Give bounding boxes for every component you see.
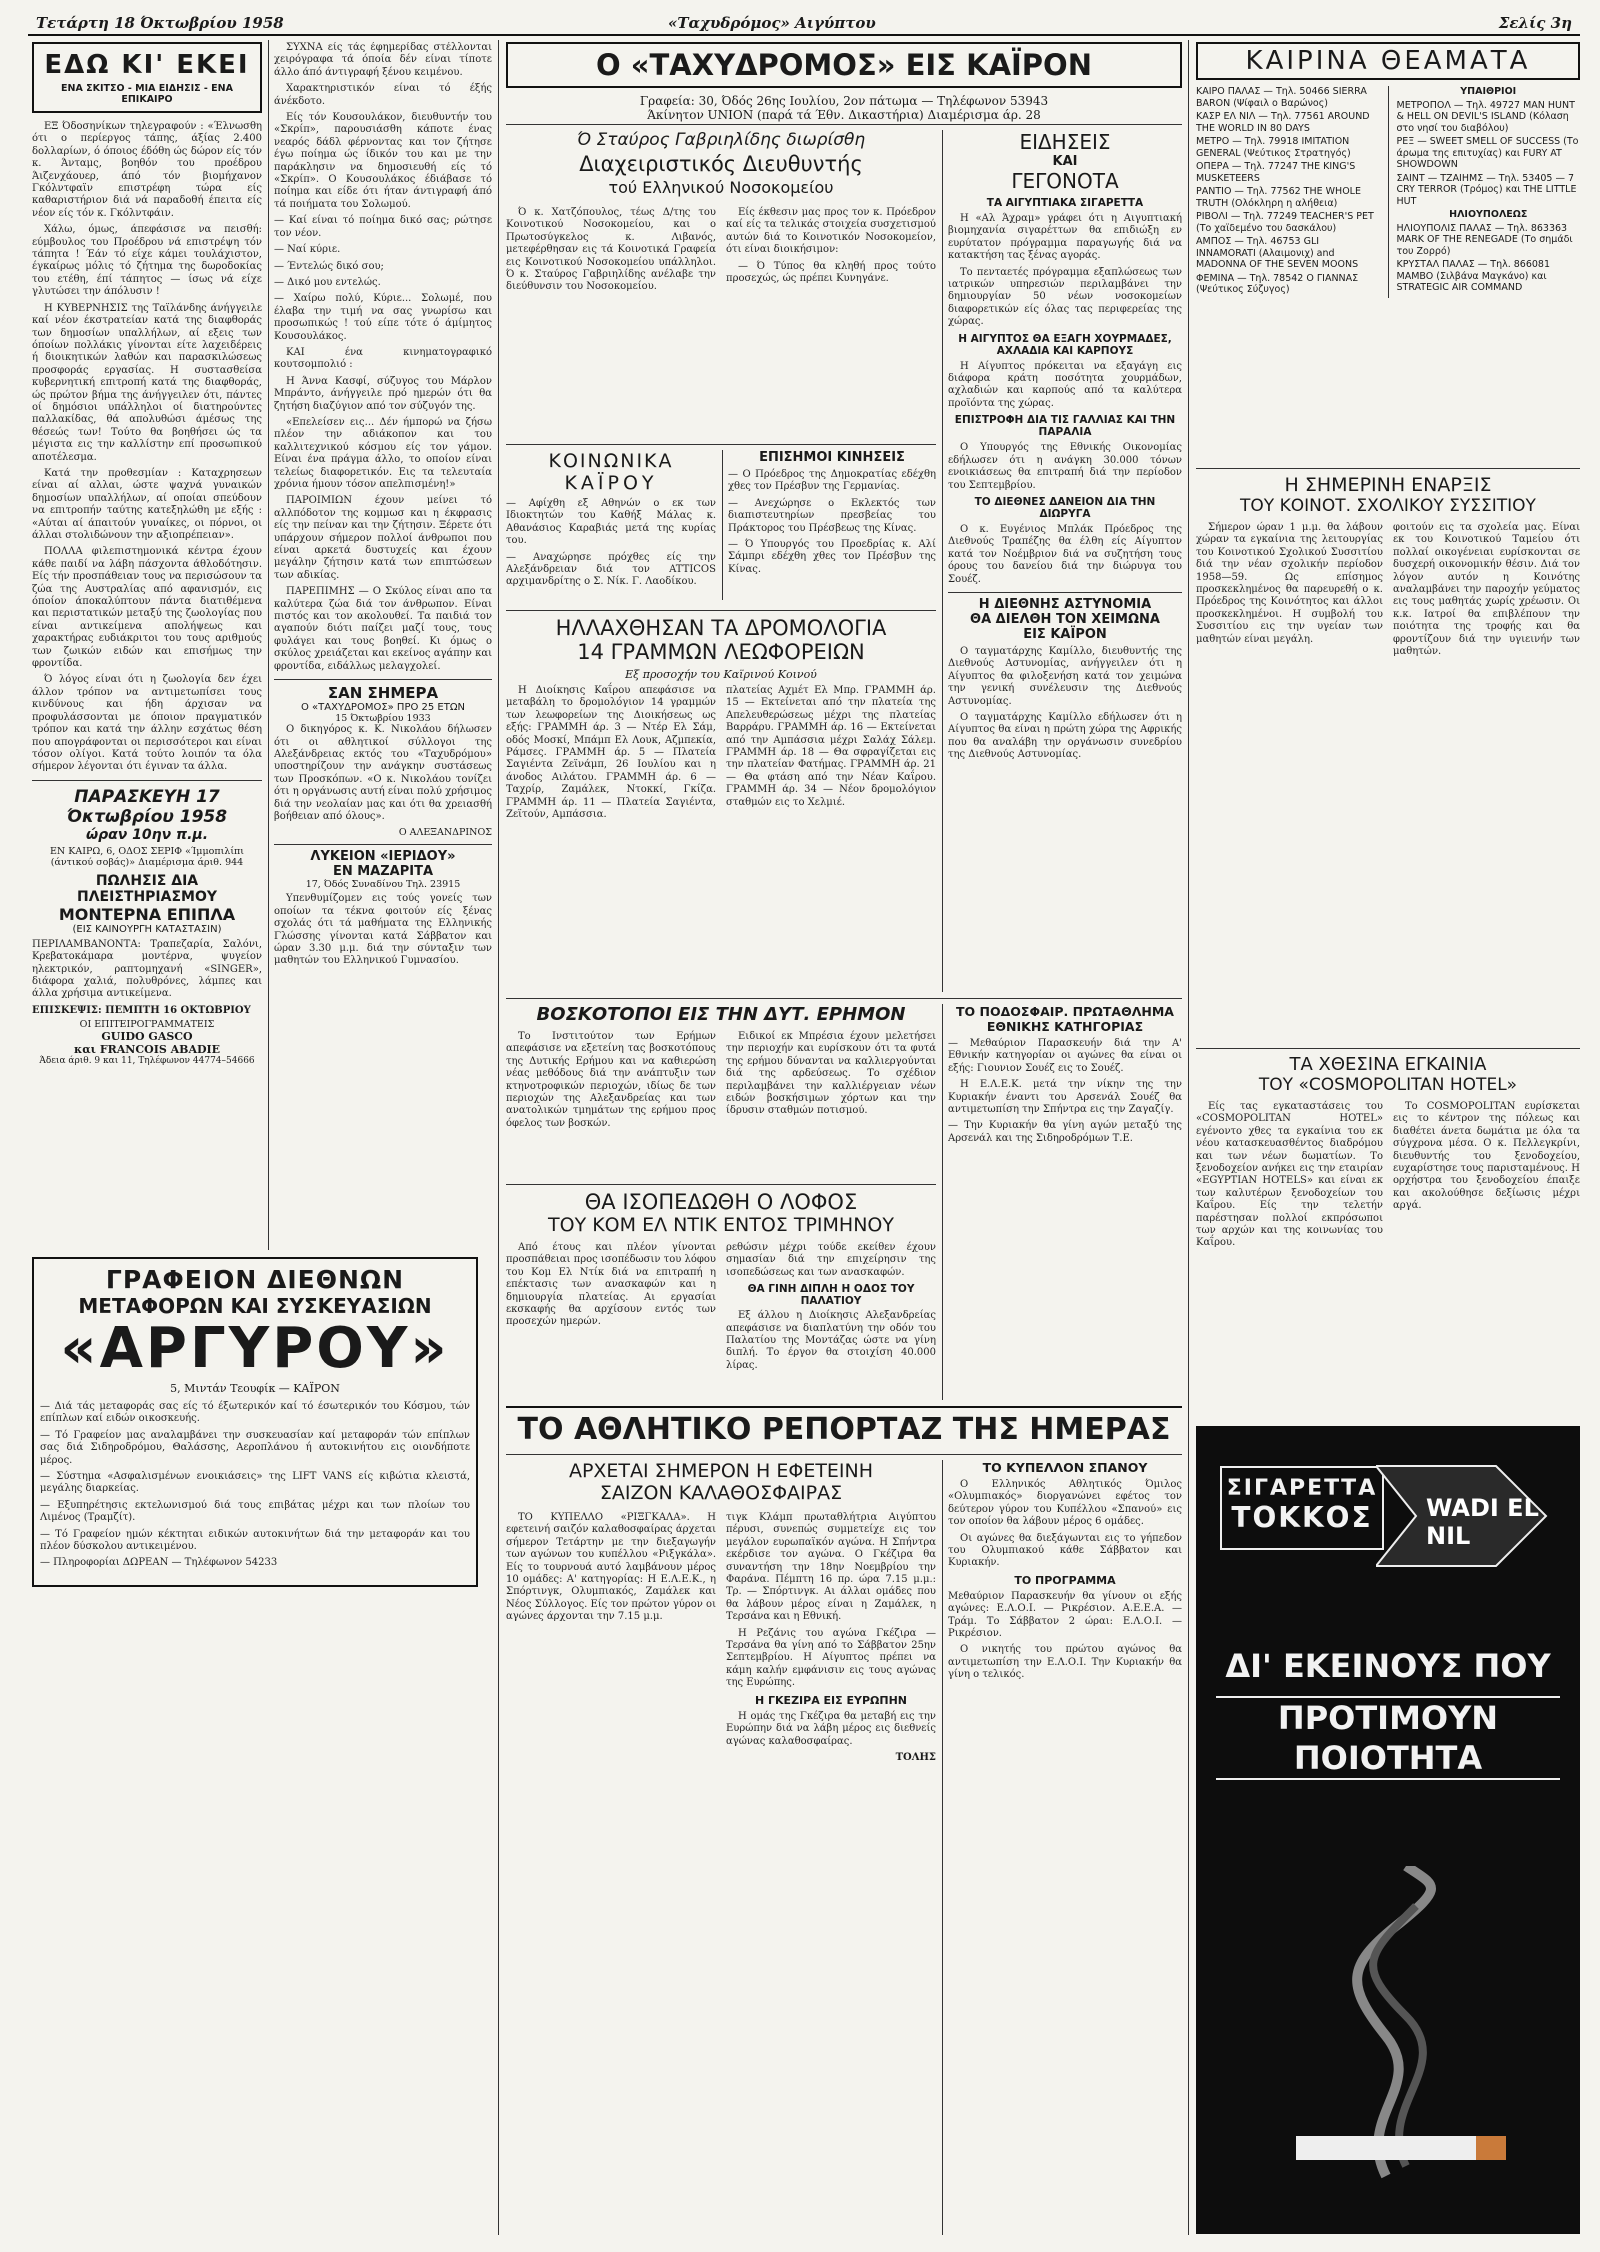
cigarette-advertisement [1196, 1426, 1580, 2234]
football-title-2: ΕΘΝΙΚΗΣ ΚΑΤΗΓΟΡΙΑΣ [986, 1019, 1144, 1034]
school-meals-article [1196, 474, 1580, 1042]
article-paragraph: — Μεθαύριον Παρασκευήν διά την Α' Εθνικήν κατηγορίαν οι αγώνες θα είναι οι εξής: Γιουνιον Σουέζ εις το Σουέζ. [948, 1038, 1182, 1074]
article-paragraph: Είς τόν Κουσουλάκον, διευθυντήν του «Σκρίπ», παρουσιάσθη κάποτε ένας νεαρός δάδλ φέρνοντας και τον ζήτησε έγω ποίημα ώς ίδικόν του και με την παράκλησιν να δημοσιευθή είς τό «Σκρίπ». Ο Κουσουλάκος έδιάβασε τό ποίημα και είδε ότι ήταν άντιγραφή άπό τά ποιήματα του Σολωμού. [274, 112, 492, 210]
article-paragraph: Χαρακτηριστικόν είναι τό έξής άνέκδοτο. [274, 83, 492, 107]
article-paragraph: — Αφίχθη εξ Αθηνών ο εκ των Ιδιοκτητών του Καθήξ Μάλας κ. Αθανάσιος Καραβιάς μετά της κυρίας του. [506, 498, 716, 547]
cairo-shows [1196, 42, 1580, 462]
gezira-subtitle: Η ΓΚΕΖΙΡΑ ΕΙΣ ΕΥΡΩΠΗΝ [754, 1693, 908, 1707]
column-rule [498, 40, 499, 2235]
article-paragraph: ρεθώσιν μέχρι τούδε εκείθεν έχουν σημασίαν διά την επιχείρησιν της ισοπεδώσεως και των ανασκαφών. [726, 1242, 936, 1278]
news-subhead: Η ΑΙΓΥΠΤΟΣ ΘΑ ΕΞΑΓΗ ΧΟΥΡΜΑΔΕΣ, ΑΧΛΑΔΙΑ ΚΑΙ ΚΑΡΠΟΥΣ [958, 332, 1172, 357]
here-and-there-subtitle: ΕΝΑ ΣΚΙΤΣΟ - ΜΙΑ ΕΙΔΗΣΙΣ - ΕΝΑ ΕΠΙΚΑΙΡΟ [61, 83, 233, 105]
article-paragraph: Είς έκθεσιν μας προς τον κ. Πρόεδρον καί είς τα τελικάς στοιχεία συσχετισμού αυτών διά το Κοινοτικόν Νοσοκομείον, ότι είναι διοικήσιμον: [726, 207, 936, 256]
here-and-there-title: ΕΔΩ ΚΙ' ΕΚΕΙ [44, 50, 250, 80]
masthead-page-number: Σελίς 3η [1498, 14, 1572, 32]
auction-date: ΠΑΡΑΣΚΕΥΗ 17 Όκτωβρίου 1958 [66, 786, 228, 827]
article-paragraph: Εξ άλλου η Διοίκησις Αλεξανδρείας απεφάσισε να διαπλατύνη την οδόν του Παλατίου της Μοντάζας ώστε να γίνη διπλή. Το έργον θα στοιχίση 40.000 λίρας. [726, 1310, 936, 1371]
column-rule [1188, 40, 1189, 2235]
cinema-entry: ΑΜΠΟΣ — Τηλ. 46753 GLI INNAMORATI (Αλαιμονιχ) and MADONNA OF THE SEVEN MOONS [1196, 236, 1359, 270]
rule [1196, 1048, 1580, 1049]
auction-officer-1: GUIDO GASCO [101, 1029, 193, 1043]
article-paragraph: — Ο Πρόεδρος της Δημοκρατίας εδέχθη χθες τον Πρέσβυν της Γερμανίας. [728, 469, 936, 493]
article-paragraph: Το πενταετές πρόγραμμα εξαπλώσεως των ιατρικών υπηρεσιών περιλαμβάνει την δημιουργίαν 50 νέων νοσοκομείων διαφορετικών είς όλας τας περιφερείας της χώρας. [948, 266, 1182, 328]
social-cairo [506, 450, 716, 605]
article-paragraph: Ο κ. Ευγένιος Μπλάκ Πρόεδρος της Διεθνούς Τραπέζης θα έλθη είς Αίγυπτον κατά τον Νοέμβριον διά να συζητήση τους όρους του δανείου διά την διώρυγα του Σουέζ. [948, 523, 1182, 585]
sports-signature: ΤΟΛΗΣ [895, 1751, 936, 1763]
article-paragraph: — Δικό μου εντελώς. [274, 276, 381, 288]
hospital-article-title-1: Ό Σταύρος Γαβριηλίδης διωρίσθη [576, 130, 866, 150]
paper-in-cairo-title: Ο «ΤΑΧΥΔΡΟΜΟΣ» ΕΙΣ ΚΑΪΡΟΝ [596, 48, 1092, 82]
cinema-entry: ΣΑΙΝΤ — ΤΖΑΙΗΜΣ — Τηλ. 53405 — 7 CRY TERROR (Τρόμος) και THE LITTLE HUT [1396, 172, 1577, 207]
movers-line-2: ΜΕΤΑΦΟΡΩΝ ΚΑΙ ΣΥΣΚΕΥΑΣΙΩΝ [78, 1294, 432, 1318]
auction-visit: ΕΠΙΣΚΕΨΙΣ: ΠΕΜΠΤΗ 16 ΟΚΤΩΒΡΙΟΥ [32, 1004, 251, 1016]
slogan-line-2: ΠΡΟΤΙΜΟΥΝ ΠΟΙΟΤΗΤΑ [1216, 1696, 1560, 1780]
lyceum-notice [274, 844, 492, 967]
social-title: ΚΟΙΝΩΝΙΚΑ [548, 450, 674, 472]
rule [1196, 468, 1580, 469]
column-rule [942, 1460, 943, 2235]
movers-service-item: — Εξυπηρέτησις εκτελωνισμού διά τους επιβάτας μέχρι και των πλοίων του Λιμένος (Τραμζίτ). [40, 1499, 470, 1524]
article-paragraph: Ο ταγματάρχης Καμίλλο, διευθυντής της Διεθνούς Αστυνομίας, ανήγγειλεν ότι η Αίγυπτος θα φιλοξενήση κατά τον χειμώνα την γενική συνέλευσιν της Διεθνούς Αστυνομίας. [948, 645, 1182, 707]
cairo-shows-header [1196, 42, 1580, 80]
police-article [948, 592, 1182, 762]
auction-furniture-title: ΜΟΝΤΕΡΝΑ ΕΠΙΠΛΑ [58, 904, 236, 924]
hotel-title: ΤΑ ΧΘΕΣΙΝΑ ΕΓΚΑΙΝΙΑ [1289, 1054, 1487, 1075]
article-paragraph: ΠΟΛΛΑ φιλεπιστημονικά κέντρα έχουν κάθε παιδί να λάβη πάσχοντα άθλοδότησιν. Είς τήν προσπάθειαν τους να περισώσουν τα ζώα της Αυστραλίας από αφανισμόν, εις όποίον άποκαλύπτουν πάντα διατιθέμενα και περιστατικών μεταξύ της ζωολογίας που είναι αντικείμενα απολήψεως και χαρακτήρας ευδιάκριτοι του τους αριθμούς των ζωικών ειδών και επισήμως την φροντίδα. [32, 546, 262, 670]
pastures-article [506, 1004, 936, 1182]
center-top [506, 42, 1182, 122]
auction-items: ΠΕΡΙΛΑΜΒΑΝΟΝΤΑ: Τραπεζαρία, Σαλόνι, Κρεβατοκάμαρα μοντέρνα, ψυγείον ηλεκτρικόν, ραπτομηχανή «SINGER», διάφορα χαλιά, πολυθρόνες, λάμπες και άλλα χρήσιμα αντικείμενα. [32, 938, 262, 1000]
cinema-entry: ΡΑΝΤΙΟ — Τηλ. 77562 THE WHOLE TRUTH (Ολόκληρη η αλήθεια) [1196, 186, 1361, 209]
news-column [948, 130, 1182, 992]
masthead [28, 12, 1580, 36]
hill-article [506, 1190, 936, 1400]
article-paragraph: ΕΞ Όδοσηνίκων τηλεγραφούν : «Έλνωσθη ότι ο περίεργος τάπης, άξίας 2.400 δολλαρίων, ό όποιος έδόθη ώς δώρον είς τόν κ. Άνταμς, βοηθόν του προέδρου Άιζενχάουερ, άπό τόν βιομήχανον Γκόλντφαϊν επιστρέφη τώρα είς καθαριστήριον διά νά παραδοθή έπειτα είς νέον είς τόν κ. Γκόλντφάιν. [32, 121, 262, 219]
auction-time: ώραν 10ην π.μ. [85, 826, 209, 843]
spanos-title: ΤΟ ΚΥΠΕΛΛΟΝ ΣΠΑΝΟΥ [982, 1460, 1148, 1475]
brand-name: ΤΟΚΚΟΣ [1231, 1501, 1373, 1534]
on-this-day-text: Ο δικηγόρος κ. Κ. Νικολάου δήλωσεν ότι οι αθλητικοί σύλλογοι της Αλεξάνδρειας εκτός του «Ταχυδρόμου» υποστηρίζουν την ανάγκην συστάσεως των Προσκόπων. «Ο κ. Νικολάου τονίζει ότι η οργάνωσις αυτή είναι πολύ χρήσιμος διά την νεολαίαν μας και ότι θα χρειασθή βοήθειαν από όλους». [274, 724, 492, 822]
newspaper-page [28, 12, 1580, 2240]
article-paragraph: — Ναί κύριε. [274, 244, 341, 256]
article-paragraph: Χάλω, όμως, άπεφάσισε να πεισθή: εύμβουλος του Προέδρου νά επιστρέψη τόν τάπητα ! Έάν τό είχε κάμει τουλάχιστον, έγκαίρως μόλις τό ζήτημα της δωροδοκίας του ετέθη, έπί τάπητος — ίσως νά είχε γλυτώσει την άπόλυσιν ! [32, 224, 262, 298]
cinema-entry: ΡΙΒΟΛΙ — Τηλ. 77249 TEACHER'S PET (Το χαϊδεμένο του δασκάλου) [1196, 211, 1374, 234]
cigarette-icon [1296, 2136, 1476, 2160]
article-paragraph: — Την Κυριακήν θα γίνη αγών μεταξύ της Αρσενάλ και της Σιδηροδρόμων Τ.Ε. [948, 1120, 1182, 1144]
slogan-line-1: ΔΙ' ΕΚΕΙΝΟΥΣ ΠΟΥ [1225, 1647, 1551, 1685]
article-paragraph: Μεθαύριον Παρασκευήν θα γίνουν οι εξής αγώνες: Ε.Λ.Ο.Ι. — Ρικρέσιον. Α.Ε.Ε.Α. — Τράμ. Το Σάββατον 2 ώραι: Ε.Λ.Ο.Ι. — Ρικρέσιον. [948, 1590, 1182, 1640]
column-2 [274, 42, 492, 1247]
news-title-and: ΚΑΙ [1052, 154, 1078, 169]
masthead-date: Τετάρτη 18 Όκτωβρίου 1958 [36, 14, 284, 32]
basketball-subtitle: ΣΑΙΖΟΝ ΚΑΛΑΘΟΣΦΑΙΡΑΣ [599, 1482, 843, 1504]
product-name: WADI EL NIL [1426, 1494, 1539, 1550]
official-visits [728, 450, 936, 605]
office-building: Άκίνητον UNION (παρά τά Έθν. Δικαστήρια) Διαμέρισμα άρ. 28 [647, 108, 1041, 122]
office-address: Γραφεία: 30, Όδός 26ης Ιουλίου, 2ον πάτωμα — Τηλέφωνον 53943 [639, 94, 1049, 108]
program-title: ΤΟ ΠΡΟΓΡΑΜΜΑ [1014, 1573, 1116, 1587]
article-paragraph: Η ομάς της Γκέζιρα θα μεταβή εις την Ευρώπην διά να λάβη μέρος εις διεθνείς αγώνας καλαθοσφαίρας. [726, 1710, 936, 1747]
masthead-paper-name: «Ταχυδρόμος» Αιγύπτου [668, 14, 876, 32]
heliopolis-title: ΗΛΙΟΥΠΟΛΕΩΣ [1449, 209, 1528, 220]
auction-officers-label: ΟΙ ΕΠΙΤΕΙΡΟΓΡΑΜΜΑΤΕΙΣ [79, 1018, 215, 1030]
basketball-title: ΑΡΧΕΤΑΙ ΣΗΜΕΡΟΝ Η ΕΦΕΤΕΙΝΗ [568, 1460, 874, 1482]
article-paragraph: Η Ρεζάνις του αγώνα Γκέζιρα — Τερσάνα θα γίνη από το Σάββατον 25ην Σεπτεμβρίου. Η Αίγυπτος πρέπει να κάμη καλήν εμφάνισιν εις τους αγώνας της Ευρώπης. [726, 1627, 936, 1689]
basketball-article [506, 1460, 936, 2235]
sports-banner-title: ΤΟ ΑΘΛΗΤΙΚΟ ΡΕΠΟΡΤΑΖ ΤΗΣ ΗΜΕΡΑΣ [517, 1412, 1171, 1447]
movers-service-item: — Σύστημα «Ασφαλισμένων ενοικιάσεις» της LIFT VANS είς κιβώτια κλειστά, μεγάλης διαρκείας. [40, 1471, 470, 1495]
movers-address: 5, Μιντάν Τεουφίκ — ΚΑΪΡΟΝ [170, 1382, 340, 1395]
brand-box [1220, 1466, 1384, 1550]
hill-title: ΘΑ ΙΣΟΠΕΔΩΘΗ Ο ΛΟΦΟΣ [584, 1190, 858, 1214]
police-title-3: ΕΙΣ ΚΑΪΡΟΝ [1023, 626, 1107, 642]
bus-routes-subtitle: 14 ΓΡΑΜΜΩΝ ΛΕΩΦΟΡΕΙΩΝ [577, 640, 865, 664]
article-paragraph: Οι αγώνες θα διεξάγωνται εις το γήπεδον του Ολυμπιακού κάθε Σάββατον και Κυριακήν. [948, 1532, 1182, 1569]
cinema-entry: ΜΕΤΡΟ — Τηλ. 79918 IMITATION GENERAL (Ψεύτικος Στρατηγός) [1196, 136, 1351, 159]
article-paragraph: — Ό Τύπος θα κληθή προς τούτο προσεχώς, ώς πρέπει Κυνηγάνε. [726, 260, 936, 285]
rule [506, 998, 1182, 999]
cinema-entry: ΚΑΣΡ ΕΛ ΝΙΛ — Τηλ. 77561 AROUND THE WORLD IN 80 DAYS [1196, 111, 1370, 134]
cinema-entry: ΡΕΞ — SWEET SMELL OF SUCCESS (Το άρωμα της επιτυχίας) και FURY AT SHOWDOWN [1396, 136, 1579, 170]
rule [506, 1406, 1182, 1408]
bus-routes-article [506, 616, 936, 994]
article-paragraph: Ο Ελληνικός Αθλητικός Όμιλος «Ολυμπιακός» διοργανώνει εφέτος τον δεύτερον γύρον του Κυπέλλου «Σπανού» εις τον οποίον θα λάβουν μέρος 6 ομάδες. [948, 1479, 1182, 1528]
article-paragraph: — Χαίρω πολύ, Κύριε... Σολωμέ, που έλαβα την τιμή να σας γνωρίσω και προσωπικώς ! τού είπε τότε ό άμίμητος Κουσουλάκος. [274, 293, 492, 342]
article-paragraph: Κατά την προθεσμίαν : Καταχρησεων είναι αί αλλαι, ώστε ψαχνά γυναικών δημοσίων υπαλλήλων, αί οποίαι σπεύδουν να επιτροπήν ταύτης κατεξηλώθη με εξής : «Αύται αί άπαιτούν γυναίκες, οι πόρνοι, οι άλλαι στολιδώνουν την αξιοπρέπειαν». [32, 467, 262, 541]
column-rule [942, 1004, 943, 1400]
article-paragraph: Ό κ. Χατζόπουλος, τέως Δ/της του Κοινοτικού Νοσοκομείου, και ο Πρωτοσύγκελος κ. Λιβανός, μετεφέρθησαν εις τά Κοινοτικά Γραφεία εις Κοινοτικού Νοσοκομείου υπάλληλοι. Ό κ. Σταύρος Γαβριηλίδης ανέλαβε την διεύθυνσιν του Νοσοκομείου. [506, 207, 716, 293]
article-paragraph: «Επελείσεν εις... Δέν ήμπορώ να ζήσω πλέον την αδιάκοπον και του καλλιτεχνικού κόσμου είς τον γάμον. Είναι ένα πράγμα άλλο, το οποίον είναι τελείως διαφορετικόν. Εις τα τελευταία χρόνια ήμουν τόσον απελπισμένη!» [274, 416, 492, 490]
article-paragraph: φοιτούν εις τα σχολεία μας. Είναι εκ του Κοινοτικού Ταμείου ότι πολλαί οικογένειαι ευρίσκονται σε δυσχερή οικονομικήν θέσιν. Διά τον λόγον αυτόν η Κοινότης αναλαμβάνει την παροχήν γεύματος εις τους μαθητάς χωρίς χρέωσιν. Οι κ.κ. Ιατροί θα επιβλέπουν την ποιότητα της τροφής και θα φροντίζουν διά την υγιεινήν των μαθητών. [1393, 522, 1580, 658]
official-visits-title: ΕΠΙΣΗΜΟΙ ΚΙΝΗΣΕΙΣ [759, 450, 905, 465]
lyceum-text: Υπενθυμίζομεν εις τούς γονείς των οποίων τα τέκνα φοιτούν είς ξένας σχολάς ότι τά μαθήματα της Ελληνικής Γλώσσης γίνονται κατά Σάββατον και ώραν 3.30 μ.μ. διά την σύνταξιν των μαθητών του Ελληνικού Γυμνασίου. [274, 893, 492, 967]
cinema-entry: ΦΕΜΙΝΑ — Τηλ. 78542 Ο ΓΙΑΝΝΑΣ (Ψεύτικος Σύζυγος) [1196, 272, 1359, 295]
auction-condition: (ΕΙΣ ΚΑΙΝΟΥΡΓΗ ΚΑΤΑΣΤΑΣΙΝ) [72, 923, 222, 935]
article-paragraph: Είς τας εγκαταστάσεις του «COSMOPOLITAN HOTEL» εγένοντο χθες τα εγκαίνια του εκ νέου κατασκευασθέντος διαδρόμου και των νέων δωματίων. Το ξενοδοχείον ανήκει εις την εταιρίαν «EGYPTIAN HOTELS» και είναι εκ των καλυτέρων ξενοδοχείων του Καΐρου. Είς την τελετήν παρέστησαν πολλοί εκπρόσωποι των αρχών και της κοινωνίας του Καΐρου. [1196, 1101, 1383, 1249]
movers-company-name: «ΑΡΓΥΡΟΥ» [60, 1316, 450, 1381]
rule [506, 1184, 936, 1185]
article-paragraph: Η Διοίκησις Καΐρου απεφάσισε να μεταβάλη το δρομολόγιον 14 γραμμών των λεωφορείων της Διοικήσεως ως εξής: ΓΡΑΜΜΗ άρ. 3 — Ντέρ Ελ Σάμ, οδός Μοσκί, Μπάμπ Ελ Λουκ, Αζμπεκία, Ράμσες. ΓΡΑΜΜΗ άρ. 5 — Πλατεία Σαγιέντα Ζεϊνάμπ, 26 Ιουλίου και η άνοδος Αιλάτου. ΓΡΑΜΜΗ άρ. 6 — Ταχρίρ, Ζαμάλεκ, Ντοκκί, Γκίζα. ΓΡΑΜΜΗ άρ. 11 — Πλατεία Σαγιέντα, Ζεϊτούν, Αμπάσσια. [506, 685, 716, 821]
movers-advertisement [32, 1257, 478, 1587]
auction-phone: Άδεια άριθ. 9 και 11, Τηλέφωνον 44774–54666 [39, 1055, 255, 1066]
cairo-shows-title: ΚΑΙΡΙΝΑ ΘΕΑΜΑΤΑ [1245, 46, 1531, 76]
rule [506, 124, 1182, 125]
column-1 [32, 42, 262, 1247]
article-paragraph: ΚΑΙ ένα κινηματογραφικό κουτσομπολιό : [274, 346, 492, 371]
on-this-day-date: 15 Όκτωβρίου 1933 [335, 713, 431, 725]
article-paragraph: — Έντελώς δικό σου; [274, 260, 384, 272]
column-rule [942, 130, 943, 992]
hill-subtitle: ΤΟΥ ΚΟΜ ΕΛ ΝΤΙΚ ΕΝΤΟΣ ΤΡΙΜΗΝΟΥ [548, 1214, 894, 1236]
movers-service-item: — Πληροφορίαι ΔΩΡΕΑΝ — Τηλέφωνον 54233 [40, 1557, 278, 1569]
column-rule [722, 450, 723, 600]
movers-services [40, 1401, 470, 1570]
cinema-entry: ΜΕΤΡΟΠΟΛ — Τηλ. 49727 MAN HUNT & HELL ON DEVIL'S ISLAND (Κόλαση στο νησί του διαβόλου) [1396, 99, 1575, 134]
article-paragraph: ΣΥΧΝΑ είς τάς έφημερίδας στέλλονται χειρόγραφα τά όποία δέν είναι τίποτε άλλο άπό άντιγραφή ξένου κειμένου. [274, 42, 492, 78]
cigarette-smoke-icon [1236, 1866, 1536, 2186]
rule [506, 444, 936, 445]
article-paragraph: Η Αίγυπτος πρόκειται να εξαγάγη εις διάφορα κράτη ποσότητα χουρμάδων, αχλαδιών και καρπούς από τα καλύτερα προϊόντα της χώρας. [948, 360, 1182, 409]
news-title-events: ΓΕΓΟΝΟΤΑ [1011, 169, 1119, 193]
movers-service-item: — Τό Γραφείον ημών κέκτηται ειδικών αυτοκινήτων διά την μεταφοράν και του πλέον δύσκολου αντικειμένου. [40, 1528, 470, 1553]
here-and-there-header [32, 42, 262, 113]
movers-service-item: — Διά τάς μεταφοράς σας είς τό έξωτερικόν καί τό έσωτερικόν του Κόσμου, τών επίπλων καί ειδών οικοσκευής. [40, 1401, 470, 1425]
lyceum-location: ΕΝ ΜΑΖΑΡΙΤΑ [332, 864, 434, 880]
police-title-2: ΘΑ ΔΙΕΛΘΗ ΤΟΝ ΧΕΙΜΩΝΑ [970, 611, 1160, 627]
rule [506, 610, 936, 611]
article-paragraph: — Ό Υπουργός του Προεδρίας κ. Αλί Σάμπρι εδέχθη χθες τον Πρέσβυν της Κίνας. [728, 539, 936, 575]
on-this-day-subtitle: Ο «ΤΑΧΥΔΡΟΜΟΣ» ΠΡΟ 25 ΕΤΩΝ [301, 702, 465, 714]
auction-title: ΠΩΛΗΣΙΣ ΔΙΑ ΠΛΕΙΣΤΗΡΙΑΣΜΟΥ [77, 872, 217, 905]
article-paragraph: Ο ταγματάρχης Καμίλλο εδήλωσεν ότι η Αίγυπτος θα είναι η πρώτη χώρα της Αφρικής που θα αναλάβη την οργάνωσιν συνεδρίου της Διεθνούς Αστυνομίας. [948, 711, 1182, 761]
on-this-day-signature: Ο ΑΛΕΞΑΝΔΡΙΝΟΣ [398, 827, 492, 839]
cinema-entry: ΚΑΙΡΟ ΠΑΛΑΣ — Τηλ. 50466 SIERRA BARON (Ψίφαιλ ο Βαρώνος) [1196, 86, 1367, 109]
article-paragraph: Σήμερον ώραν 1 μ.μ. θα λάβουν χώραν τα εγκαίνια της λειτουργίας του Κοινοτικού Σχολικού Συσσιτίου διά την νέαν σχολικήν περίοδον 1958—59. Ως επίσημος προσκεκλημένος θα παρευρεθή ο κ. Πρόεδρος της Κοινότητος και άλλοι προσκεκλημένοι. Η συμβολή του Συσσιτίου εις την υγείαν των μαθητών είναι μεγάλη. [1196, 522, 1383, 645]
cinema-entry: ΟΠΕΡΑ — Τηλ. 77247 THE KING'S MUSKETEERS [1196, 161, 1356, 184]
bus-routes-note: Εξ προσοχήν του Καϊρινού Κοινού [625, 668, 817, 681]
hotel-article [1196, 1054, 1580, 1420]
article-paragraph: Από έτους και πλέον γίνονται προσπάθειαι προς ισοπέδωσιν του λόφου του Κομ Ελ Ντίκ διά να επιτραπή η επέκτασις των ανασκαφών και η δημιουργία πλατείας. Αι εργασίαι εκσκαφής θα αρχίσουν εντός των προσεχών ημερών. [506, 1242, 716, 1328]
article-paragraph: Το Ινστιτούτον των Ερήμων απεφάσισε να εξετείνη τας βοσκοτόπους της Δυτικής Ερήμου και να καθιερώση νέας μεθόδους διά την ανάπτυξιν των κτηνοτροφικών περιοχών, ιδίως δε των περιοχών της Αλεξανδρείας και των ανατολικών τμημάτων της ερήμου προς όφελος των βοσκών. [506, 1031, 716, 1129]
article-paragraph: Η Ε.Λ.Ε.Κ. μετά την νίκην της την Κυριακήν έναντι του Αρσενάλ Σουέζ θα αντιμετωπίση την Σπήντρα εις την Ζαγαζίγ. [948, 1079, 1182, 1116]
hospital-article-title-3: τού Ελληνικού Νοσοκομείου [608, 178, 834, 197]
article-paragraph: Το COSMOPOLITAN ευρίσκεται εις το κέντρον της πόλεως και διαθέτει άνετα δωμάτια με όλα τα σύγχρονα μέσα. Ο κ. Πελλεγκρίνι, διευθυντής του ξενοδοχείου, ευχαρίστησε τους παρισταμένους. Η ορχήστρα του ξενοδοχείου έπαιξε και ακολούθησε δεξίωσις μέχρι αργά. [1393, 1101, 1580, 1212]
brand-label: ΣΙΓΑΡΕΤΤΑ [1226, 1476, 1378, 1501]
sports-banner [506, 1412, 1182, 1447]
here-and-there-body [32, 121, 262, 774]
article-paragraph: — Αναχώρησε πρόχθες είς την Αλεξάνδρειαν διά τον ATTICOS αρχιμανδρίτης ο Σ. Νίκ. Γ. Λαοδίκου. [506, 551, 716, 588]
lyceum-address: 17, Όδός Συναδίνου Τηλ. 23915 [305, 879, 461, 891]
football-title: ΤΟ ΠΟΔΟΣΦΑΙΡ. ΠΡΩΤΑΘΛΗΜΑ [956, 1004, 1174, 1019]
movers-service-item: — Τό Γραφείον μας αναλαμβάνει την συσκευασίαν καί μεταφοράν τών επίπλων σας διά Σιδηροδρόμου, Θαλάσσης, Αεροπλάνου ή αυτοκινήτου εις οιονδήποτε μέρος. [40, 1429, 470, 1466]
article-paragraph: ΠΑΡΕΠΙΜΗΣ — Ο Σκύλος είναι απο τα καλύτερα ζώα διά τον άνθρωπον. Είναι πιστός και τον ακολουθεί. Τα παιδιά τον αγαπούν διότι παίζει μαζί τους, τους φυλάγει και τους βοηθεί. Κι όμως ο σκύλος χρειάζεται και εκείνος αγάπην και φροντίδα, ειδάλλως μελαγχολεί. [274, 586, 492, 672]
hotel-subtitle: ΤΟΥ «COSMOPOLITAN HOTEL» [1258, 1075, 1518, 1095]
open-air-title: ΥΠΑΙΘΡΙΟΙ [1460, 86, 1517, 97]
article-paragraph: πλατείας Αχμέτ Ελ Μπρ. ΓΡΑΜΜΗ άρ. 15 — Εκτείνεται από την πλατεία της Απελευθερώσεως μέχρι της πλατείας Βαρράρυ. ΓΡΑΜΜΗ άρ. 16 — Εκτείνεται από την Αμπάσσια μέχρι Σαλάχ Σάλεμ. ΓΡΑΜΜΗ άρ. 18 — Θα σφραγίζεται εις την πλατείαν Φατήμας. ΓΡΑΜΜΗ άρ. 21 — Θα φτάση από την Νέαν Καΐρου. ΓΡΑΜΜΗ άρ. 34 — Νέον δρομολόγιον σταθμών εις το Χελμιέ. [726, 685, 936, 808]
article-paragraph: Ειδικοί εκ Μπρέσια έχουν μελετήσει την περιοχήν και ευρίσκουν ότι τα φυτά της ερήμου δύνανται να καλλιεργούνται διά της αρδεύσεως. Το σχέδιον περιλαμβάνει την καλλιέργειαν νέων ειδών βοσκήσιμων χόρτων και την ίδρυσιν σταθμών ποτισμού. [726, 1031, 936, 1117]
pastures-title: ΒΟΣΚΟΤΟΠΟΙ ΕΙΣ ΤΗΝ ΔΥΤ. ΕΡΗΜΟΝ [536, 1004, 906, 1025]
palace-road-subtitle: ΘΑ ΓΙΝΗ ΔΙΠΛΗ Η ΟΔΟΣ ΤΟΥ ΠΑΛΑΤΙΟΥ [747, 1283, 915, 1308]
open-air-cinema-listing [1397, 86, 1581, 298]
paper-in-cairo-header [506, 42, 1182, 88]
rule [506, 1454, 1182, 1455]
auction-officer-2: και FRANCOIS ABADIE [73, 1042, 221, 1056]
lyceum-title: ΛΥΚΕΙΟΝ «ΙΕΡΙΔΟΥ» [310, 849, 456, 865]
on-this-day [274, 679, 492, 838]
cinema-entry: ΗΛΙΟΥΠΟΛΙΣ ΠΑΛΑΣ — Τηλ. 863363 MARK OF THE RENEGADE (Το σημάδι του Ζορρό) [1396, 222, 1573, 257]
football-article [948, 1004, 1182, 1400]
news-title: ΕΙΔΗΣΕΙΣ [1019, 130, 1111, 154]
hospital-director-article [506, 130, 936, 442]
police-title: Η ΔΙΕΘΝΗΣ ΑΣΤΥΝΟΜΙΑ [978, 596, 1152, 612]
article-paragraph: Ο Υπουργός της Εθνικής Οικονομίας εδήλωσεν ότι η ανάγκη 30.000 τόνων ενοικιάσεως θα επιτραπή διά την περίοδον του Σεπτεμβρίου. [948, 442, 1182, 491]
hospital-article-title-2: Διαχειριστικός Διευθυντής [579, 152, 863, 176]
article-paragraph: ΤΟ ΚΥΠΕΛΛΟ «ΡΙΞΓΚΑΛΑ». Η εφετεινή σαιζόν καλαθοσφαίρας άρχεται σήμερον Τετάρτην με την διεξαγωγήν των αγώνων του κυπέλλου «Ριξγκάλα». Είς το τουρνουά αυτό λαμβάνουν μέρος 10 ομάδες: Α' κατηγορίας: Η Ε.Λ.Ε.Κ., η Σπόρτινγκ, Ολυμπιακός, Ζαμάλεκ και Νέος Σύλλογος. Είς τον πρώτον γύρον οι αγώνες άρχονται την 7.15 μ.μ. [506, 1512, 716, 1623]
article-paragraph: Ο νικητής του πρώτου αγώνος θα αντιμετωπίση την Ε.Λ.Ο.Ι. Την Κυριακήν θα γίνη ο τελικός. [948, 1644, 1182, 1681]
bus-routes-title: ΗΛΛΑΧΘΗΣΑΝ ΤΑ ΔΡΟΜΟΛΟΓΙΑ [555, 616, 887, 640]
column-rule [268, 40, 269, 1250]
article-paragraph: Η «Αλ Άχραμ» γράφει ότι η Αιγυπτιακή βιομηχανία σιγαρέττων θα επιδιώξη εν ευρύτατον πρόγραμμα παραγωγής διά να κατακτήση τας ξένας αγοράς. [948, 213, 1182, 262]
school-meals-subtitle: ΤΟΥ ΚΟΙΝΟΤ. ΣΧΟΛΙΚΟΥ ΣΥΣΣΙΤΙΟΥ [1240, 496, 1536, 516]
cinema-listing [1196, 86, 1380, 298]
article-paragraph: Η ΚΥΒΕΡΝΗΣΙΣ της Ταϊλάνδης άνήγγειλε καί νέον έκστρατείαν κατά της διαφθοράς των δημοσίων υπαλλήλων, αί εξεις των όποίων πολλάκις γίνονται είτε λαχειδέρεις ή διοικητικών λαθών και παρασκιλώσεως προσφοράς εργασίας. Η συστασθείσα κυβερνητική επιτροπή κατά της διαφθοράς, ώς πρώτον βήμα της άνήγγειλεν ότι, πάντες οί δημόσιοι υπάλληλοι οί διατηρούντες παλλακίδας, θά απολυθώσι άμέσως της θέσεώς των! Τούτο θα βοηθήσει ώς τα μέγιστα εις την καλλίστην επί προσωπικού αποτέλεσμα. [32, 302, 262, 463]
social-title-city: ΚΑΪΡΟΥ [564, 472, 658, 494]
on-this-day-title: ΣΑΝ ΣΗΜΕΡΑ [327, 684, 439, 703]
article-paragraph: τιγκ Κλάμπ πρωταθλήτρια Αιγύπτου πέρυσι, συνεπώς συμμετείχε εις τον μεγάλον ευρωπαϊκόν αγώνα. Η Σπήντρα εκέρδισε τον αγώνα. Ο Γκέζιρα θα συναντήση την 18ην Νοεμβρίου την Φαράνα. Πέμπτη 16 πρ. ώρα 7.15 μ.μ.: Τρ. — Σπόρτινγκ. Αι άλλαι ομάδες που θα λάβουν μέρος είναι η Ζαμάλεκ, η Τερσάνα και η Εθνική. [726, 1512, 936, 1623]
article-paragraph: — Ανεχώρησε ο Εκλεκτός των διαπιστευτηρίων πρεσβείας του Πράκτορος του Πρέσβεως της Κίνας. [728, 497, 936, 534]
article-paragraph: — Καί είναι τό ποίημα δικό σας; ρώτησε τον νέον. [274, 215, 492, 239]
auction-address: ΕΝ ΚΑΙΡΩ, 6, ΟΔΟΣ ΣΕΡΙΦ «Ίμμοπιλίπι (άντικού σοβάς)» Διαμέρισμα άριθ. 944 [49, 845, 245, 868]
article-paragraph: Ό λόγος είναι ότι η ζωολογία δεν έχει άλλον τρόπον να αντιμετωπίσει τους κινδύνους και ήδη άρχισαν να προφυλάσσονται με όποιον πραγματικόν τρόπον και κατά την άλλην εσχάτως θέση που απογράφονται οι περισσότεροι και είναι τόσον ολίγοι. Κατά τούτο λοιπόν τα όλα σήμερον λέγονται ότι έγιναν τα άλλα. [32, 674, 262, 773]
news-subhead: ΕΠΙΣΤΡΟΦΗ ΔΙΑ ΤΙΣ ΓΑΛΛΙΑΣ ΚΑΙ ΤΗΝ ΠΑΡΑΛΙΑ [954, 414, 1176, 439]
article-paragraph: ΠΑΡΟΙΜΙΩΝ έχουν μείνει τό αλλπόδοτον της κομμωσ και η έκφρασις είς την πείναν και την ζήτησιν. Ξέρετε ότι υπάρχουν σήμερον πολλοί άνθρωποι που είναι αρκετά δυστυχείς και έχουν μεγάλην ζήτησιν κατά των επιπτώσεων των αδικίας. [274, 495, 492, 581]
school-meals-title: Η ΣΗΜΕΡΙΝΗ ΕΝΑΡΞΙΣ [1284, 474, 1492, 496]
article-paragraph: Η Άννα Κασφί, σύζυγος του Μάρλον Μπράντο, άνήγγειλε πρό ημερών ότι θα ζητήση διαζύγιον από τον σύζυγόν της. [274, 375, 492, 412]
news-subhead: ΤΑ ΑΙΓΥΠΤΙΑΚΑ ΣΙΓΑΡΕΤΤΑ [986, 197, 1144, 209]
spanos-cup-article [948, 1460, 1182, 2235]
movers-line-1: ΓΡΑΦΕΙΟΝ ΔΙΕΘΝΩΝ [105, 1265, 405, 1294]
cinema-entry: ΚΡΥΣΤΑΛ ΠΑΛΑΣ — Τηλ. 866081 MAMBO (Σιλβάνα Μαγκάνο) και STRATEGIC AIR COMMAND [1396, 259, 1551, 293]
auction-notice [32, 780, 262, 1066]
news-subhead: ΤΟ ΔΙΕΘΝΕΣ ΔΑΝΕΙΟΝ ΔΙΑ ΤΗΝ ΔΙΩΡΥΓΑ [974, 495, 1156, 520]
